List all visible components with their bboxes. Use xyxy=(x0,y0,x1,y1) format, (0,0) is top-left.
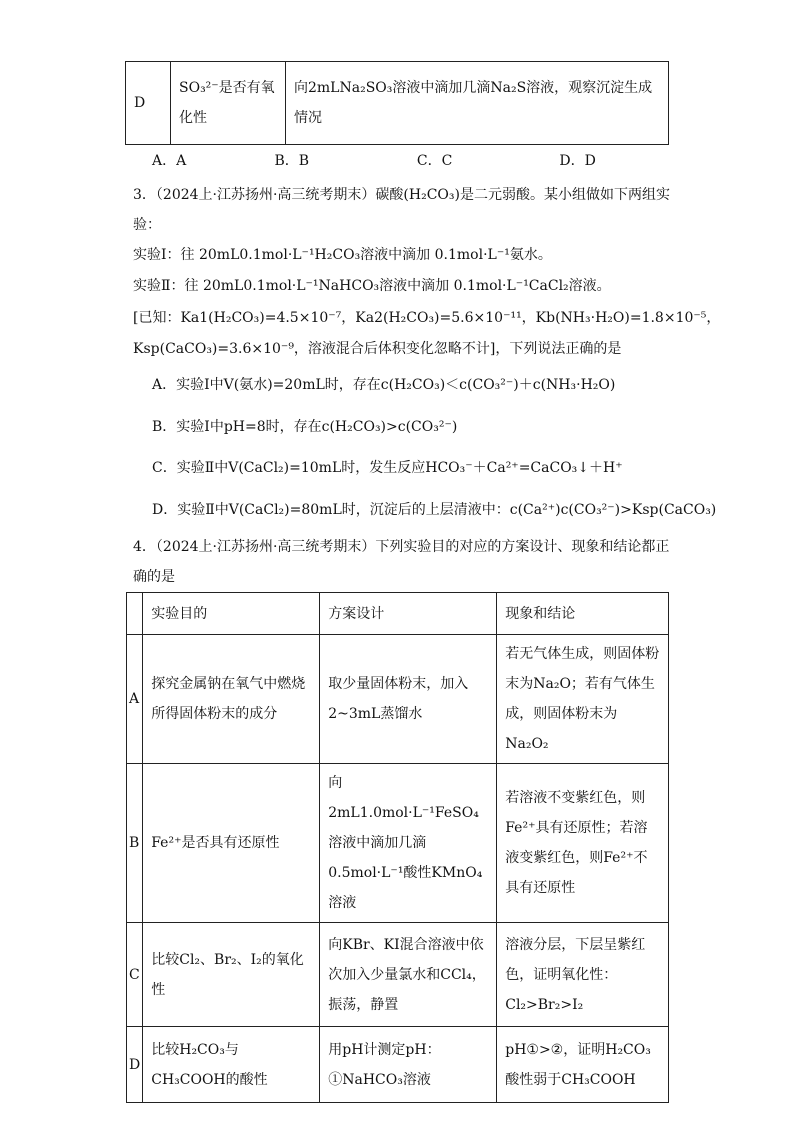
q3-experiment-1: 实验Ⅰ：往 20mL0.1mol·L⁻¹H₂CO₃溶液中滴加 0.1mol·L⁻¹氨水。 xyxy=(133,247,552,263)
cell-design: 向2mLNa₂SO₃溶液中滴加几滴Na₂S溶液，观察沉淀生成情况 xyxy=(286,62,669,145)
table-q2 xyxy=(125,61,669,145)
q3-option-a[interactable]: A．实验Ⅰ中V(氨水)=20mL时，存在c(H₂CO₃)＜c(CO₃²⁻)＋c(NH₃·H₂O) xyxy=(152,377,616,393)
option-c[interactable]: C．C xyxy=(416,153,453,169)
cell-result: pH①>②，证明H₂CO₃酸性弱于CH₃COOH xyxy=(497,1027,669,1103)
q3-known-1: [已知：Ka1(H₂CO₃)=4.5×10⁻⁷，Ka2(H₂CO₃)=5.6×10⁻¹¹，Kb(NH₃·H₂O)=1.8×10⁻⁵， xyxy=(133,310,721,326)
q2-options xyxy=(152,150,632,170)
cell-design: 向2mL1.0mol·L⁻¹FeSO₄溶液中滴加几滴0.5mol·L⁻¹酸性KMnO₄溶液 xyxy=(320,764,497,923)
option-d[interactable]: D．D xyxy=(559,153,596,169)
table-row xyxy=(127,923,669,1027)
table-row xyxy=(127,635,669,764)
option-a[interactable]: A．A xyxy=(152,153,187,169)
row-label: A xyxy=(127,635,143,764)
q3-option-b[interactable]: B．实验Ⅰ中pH=8时，存在c(H₂CO₃)>c(CO₃²⁻) xyxy=(152,419,458,435)
cell-purpose: SO₃²⁻是否有氧化性 xyxy=(171,62,286,145)
row-label: D xyxy=(126,62,171,145)
cell-purpose: Fe²⁺是否具有还原性 xyxy=(143,764,320,923)
q3-stem-line2: 验： xyxy=(133,217,161,233)
cell-purpose: 探究金属钠在氧气中燃烧所得固体粉末的成分 xyxy=(143,635,320,764)
cell-result: 若无气体生成，则固体粉末为Na₂O；若有气体生成，则固体粉末为Na₂O₂ xyxy=(497,635,669,764)
header-label xyxy=(127,593,143,635)
header-purpose: 实验目的 xyxy=(143,593,320,635)
table-row xyxy=(127,764,669,923)
row-label: C xyxy=(127,923,143,1027)
cell-design: 向KBr、KI混合溶液中依次加入少量氯水和CCl₄，振荡，静置 xyxy=(320,923,497,1027)
cell-result: 若溶液不变紫红色，则Fe²⁺具有还原性；若溶液变紫红色，则Fe²⁺不具有还原性 xyxy=(497,764,669,923)
q3-option-d[interactable]: D．实验Ⅱ中V(CaCl₂)=80mL时，沉淀后的上层清液中：c(Ca²⁺)c(CO₃²⁻)>Ksp(CaCO₃) xyxy=(152,502,717,518)
cell-design: 用pH计测定pH：①NaHCO₃溶液 xyxy=(320,1027,497,1103)
q3-option-c[interactable]: C．实验Ⅱ中V(CaCl₂)=10mL时，发生反应HCO₃⁻＋Ca²⁺=CaCO₃↓＋H⁺ xyxy=(152,460,623,476)
q3-stem-line1: 3．（2024上·江苏扬州·高三统考期末）碳酸(H₂CO₃)是二元弱酸。某小组做如下两组实 xyxy=(133,187,670,203)
row-label: B xyxy=(127,764,143,923)
q3-experiment-2: 实验Ⅱ：往 20mL0.1mol·L⁻¹NaHCO₃溶液中滴加 0.1mol·L⁻¹CaCl₂溶液。 xyxy=(133,278,611,294)
header-result: 现象和结论 xyxy=(497,593,669,635)
q4-stem-line1: 4．（2024上·江苏扬州·高三统考期末）下列实验目的对应的方案设计、现象和结论都正 xyxy=(133,539,670,555)
cell-purpose: 比较H₂CO₃与CH₃COOH的酸性 xyxy=(143,1027,320,1103)
table-q4 xyxy=(126,592,669,1103)
row-label: D xyxy=(127,1027,143,1103)
cell-design: 取少量固体粉末，加入2~3mL蒸馏水 xyxy=(320,635,497,764)
table-row xyxy=(126,62,669,145)
header-design: 方案设计 xyxy=(320,593,497,635)
table-row xyxy=(127,1027,669,1103)
option-b[interactable]: B．B xyxy=(274,153,310,169)
cell-purpose: 比较Cl₂、Br₂、I₂的氧化性 xyxy=(143,923,320,1027)
table-header-row xyxy=(127,593,669,635)
cell-result: 溶液分层，下层呈紫红色，证明氧化性：Cl₂>Br₂>I₂ xyxy=(497,923,669,1027)
q4-stem-line2: 确的是 xyxy=(133,569,175,585)
q3-known-2: Ksp(CaCO₃)=3.6×10⁻⁹，溶液混合后体积变化忽略不计]，下列说法正确的是 xyxy=(133,341,622,357)
